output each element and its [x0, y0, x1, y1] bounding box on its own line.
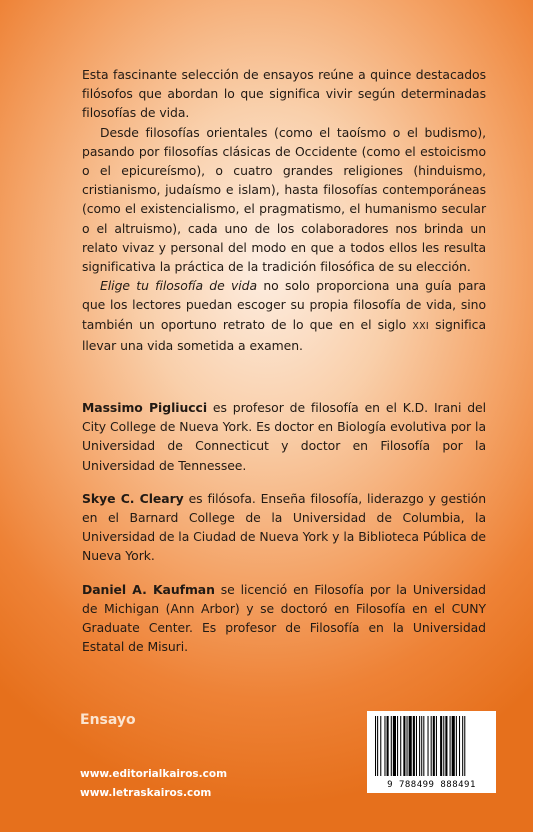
author-bios: [82, 398, 486, 656]
synopsis: [82, 65, 486, 355]
synopsis-paragraph-3: [82, 276, 486, 355]
synopsis-paragraph-2: Desde filosofías orientales (como el taoísmo o el budismo), pasando por filosofías clásicas de Occidente (como el estoicismo o el epicureísmo), o cuatro grandes religiones (hinduismo, cristianismo, judaísmo e islam), hasta filosofías contemporáneas (como el existencialismo, el pragmatismo, el humanismo secular o el altruismo), cada uno de los colaboradores nos brinda un relato vivaz y personal del modo en que a todos ellos les resulta significativa la práctica de la tradición filosófica de su elección.: [82, 124, 486, 275]
genre-label: Ensayo: [80, 712, 136, 728]
barcode-bars-icon: [373, 716, 490, 776]
author-bio: [82, 580, 486, 657]
synopsis-paragraph-1: Esta fascinante selección de ensayos reúne a quince destacados filósofos que abordan lo que significa vivir según determinadas filosofías de vida.: [82, 67, 486, 121]
author-bio-text: se licenció en Filosofía por la Universidad de Michigan (Ann Arbor) y se doctoró en Filosofía en el CUNY Graduate Center. Es profesor de Filosofía en la Universidad Estatal de Misuri.: [82, 581, 486, 655]
author-bio-text: es filósofa. Enseña filosofía, liderazgo y gestión en el Barnard College de la Universidad de Columbia, la Universidad de la Ciudad de Nueva York y la Biblioteca Pública de Nueva York.: [82, 490, 486, 564]
url-letraskairos[interactable]: www.letraskairos.com: [80, 787, 212, 799]
author-name: Skye C. Cleary: [82, 490, 184, 506]
book-title: Elige tu filosofía de vida: [100, 278, 258, 294]
barcode: [367, 711, 496, 793]
publisher-urls: [80, 765, 227, 803]
synopsis-paragraph-3-part-b: significa llevar una vida sometida a examen.: [82, 316, 486, 353]
author-bio: [82, 398, 486, 475]
author-bio-text: es profesor de filosofía en el K.D. Irani del City College de Nueva York. Es doctor en Biología evolutiva por la Universidad de Connecticut y doctor en Filosofía por la Universidad de Tennessee.: [82, 400, 487, 473]
barcode-digits: 9 788499 888491: [387, 780, 476, 790]
synopsis-paragraph-3-part-a: no solo proporciona una guía para que los lectores puedan escoger su propia filosofía de vida, sino también un oportuno retrato de lo que en el siglo: [82, 278, 486, 332]
author-name: Massimo Pigliucci: [82, 400, 208, 415]
url-editorialkairos[interactable]: www.editorialkairos.com: [80, 768, 228, 780]
author-name: Daniel A. Kaufman: [82, 581, 215, 597]
author-bio: [82, 489, 486, 566]
century-numeral: XXI: [412, 320, 430, 332]
